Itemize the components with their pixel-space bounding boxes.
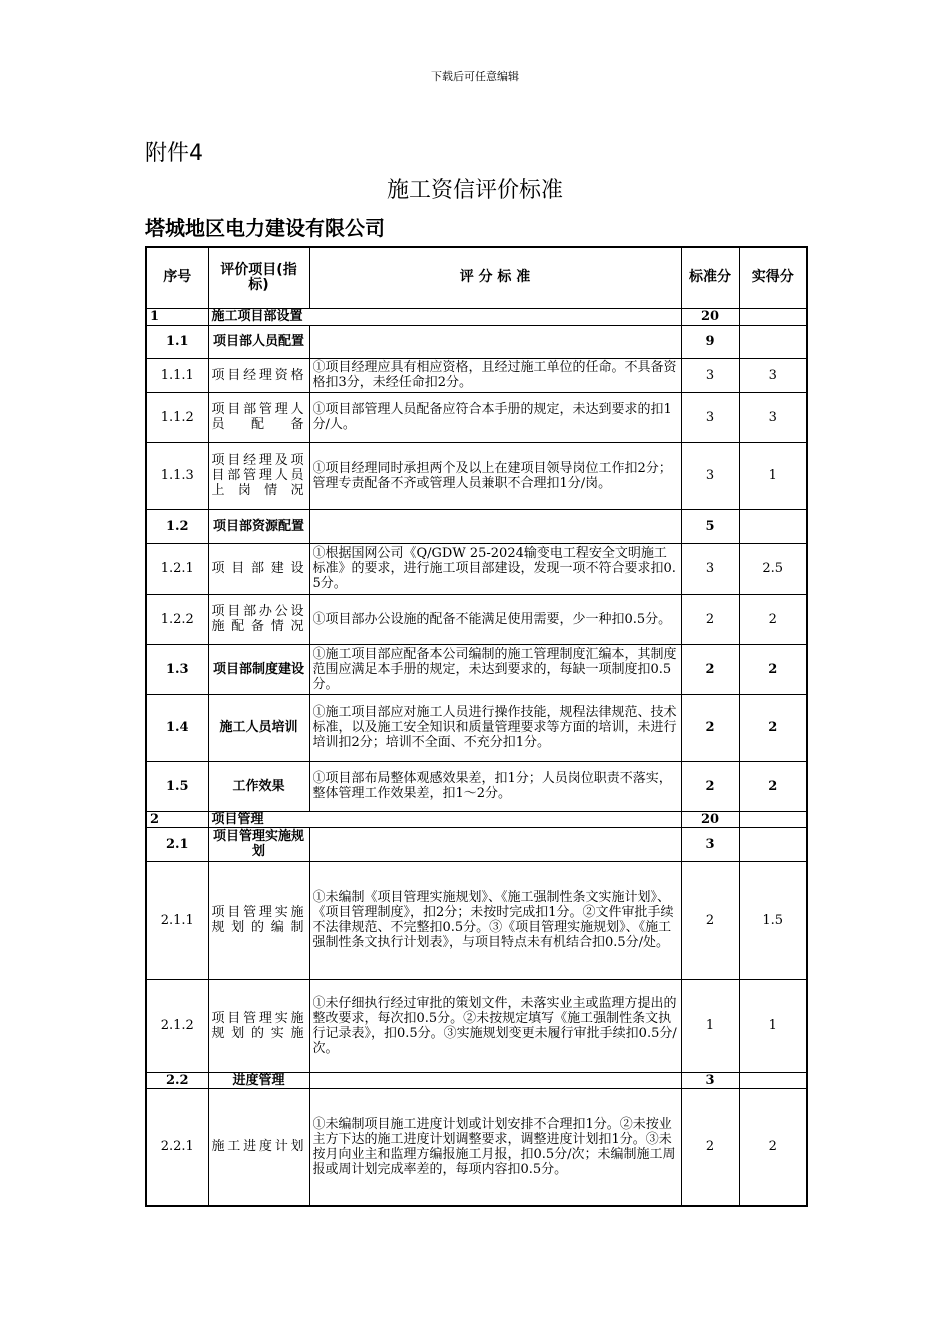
table-row (146, 392, 807, 442)
row-criteria (309, 1072, 681, 1088)
row-std-score: 2 (681, 594, 739, 644)
table-row (146, 543, 807, 594)
row-got-score: 2.5 (739, 543, 807, 594)
table-row (146, 811, 807, 827)
table-row (146, 509, 807, 543)
col-header-standard: 评 分 标 准 (309, 247, 681, 308)
row-number: 1.3 (146, 644, 208, 694)
row-std-score: 20 (681, 308, 739, 325)
row-criteria: ①项目经理应具有相应资格，且经过施工单位的任命。不具备资格扣3分，未经任命扣2分。 (309, 358, 681, 392)
row-item: 施工进度计划 (208, 1088, 309, 1206)
row-got-score: 2 (739, 761, 807, 811)
row-number: 2.1.2 (146, 979, 208, 1072)
row-got-score (739, 811, 807, 827)
row-item: 项目部人员配置 (208, 325, 309, 358)
row-item: 项目管理实施规划的编制 (208, 861, 309, 979)
row-got-score: 1 (739, 442, 807, 509)
table-row (146, 594, 807, 644)
col-header-no: 序号 (146, 247, 208, 308)
row-std-score: 2 (681, 861, 739, 979)
table-row (146, 358, 807, 392)
row-got-score: 2 (739, 694, 807, 761)
row-std-score: 3 (681, 358, 739, 392)
row-got-score (739, 827, 807, 861)
row-item: 项目经理及项目部管理人员上岗情况 (208, 442, 309, 509)
row-item: 项目部办公设施配备情况 (208, 594, 309, 644)
table-row (146, 979, 807, 1072)
row-item: 项目部建设 (208, 543, 309, 594)
table-row (146, 861, 807, 979)
row-got-score: 2 (739, 1088, 807, 1206)
row-criteria (309, 325, 681, 358)
row-criteria (309, 509, 681, 543)
row-std-score: 20 (681, 811, 739, 827)
row-number: 1.2.2 (146, 594, 208, 644)
row-got-score: 3 (739, 392, 807, 442)
row-number: 1.4 (146, 694, 208, 761)
row-std-score: 2 (681, 694, 739, 761)
row-item: 进度管理 (208, 1072, 309, 1088)
row-item: 项目管理 (208, 811, 681, 827)
table-row (146, 325, 807, 358)
table-row (146, 1072, 807, 1088)
row-std-score: 2 (681, 761, 739, 811)
row-criteria: ①根据国网公司《Q/GDW 25-2024输变电工程安全文明施工标准》的要求，进行施工项目部建设，发现一项不符合要求扣0.5分。 (309, 543, 681, 594)
row-std-score: 5 (681, 509, 739, 543)
row-number: 2.1.1 (146, 861, 208, 979)
row-criteria: ①未编制项目施工进度计划或计划安排不合理扣1分。②未按业主方下达的施工进度计划调整要求，调整进度计划扣1分。③未按月向业主和监理方编报施工月报，扣0.5分/次；未编制施工周报或周计划完成率差的，每项内容扣0.5分。 (309, 1088, 681, 1206)
row-item: 施工人员培训 (208, 694, 309, 761)
row-item: 工作效果 (208, 761, 309, 811)
page-title: 施工资信评价标准 (386, 178, 563, 203)
table-header-row (146, 247, 807, 308)
row-got-score: 2 (739, 644, 807, 694)
row-got-score (739, 1072, 807, 1088)
row-item: 项目经理资格 (208, 358, 309, 392)
row-item: 项目部管理人员配备 (208, 392, 309, 442)
row-number: 1.2 (146, 509, 208, 543)
row-item: 项目部制度建设 (208, 644, 309, 694)
row-std-score: 3 (681, 392, 739, 442)
evaluation-table (145, 246, 808, 1207)
row-number: 1.2.1 (146, 543, 208, 594)
table-row (146, 761, 807, 811)
row-std-score: 3 (681, 827, 739, 861)
table-row (146, 1088, 807, 1206)
row-number: 2 (146, 811, 208, 827)
row-got-score (739, 509, 807, 543)
row-number: 2.2 (146, 1072, 208, 1088)
row-number: 1.1.1 (146, 358, 208, 392)
row-number: 1.1.2 (146, 392, 208, 442)
row-std-score: 3 (681, 1072, 739, 1088)
table-row (146, 694, 807, 761)
table-body (146, 308, 807, 1206)
row-number: 1 (146, 308, 208, 325)
row-std-score: 3 (681, 442, 739, 509)
col-header-item: 评价项目(指标) (208, 247, 309, 308)
row-criteria: ①施工项目部应配备本公司编制的施工管理制度汇编本，其制度范围应满足本手册的规定，未达到要求的，每缺一项制度扣0.5分。 (309, 644, 681, 694)
attachment-label: 附件4 (145, 141, 203, 166)
row-std-score: 1 (681, 979, 739, 1072)
row-item: 施工项目部设置 (208, 308, 681, 325)
row-std-score: 9 (681, 325, 739, 358)
row-item: 项目管理实施规划 (208, 827, 309, 861)
row-criteria: ①项目部管理人员配备应符合本手册的规定，未达到要求的扣1分/人。 (309, 392, 681, 442)
row-number: 1.1 (146, 325, 208, 358)
row-item: 项目管理实施规划的实施 (208, 979, 309, 1072)
row-std-score: 2 (681, 1088, 739, 1206)
row-std-score: 2 (681, 644, 739, 694)
table-row (146, 644, 807, 694)
company-name: 塔城地区电力建设有限公司 (145, 216, 385, 240)
row-criteria: ①项目部布局整体观感效果差，扣1分；人员岗位职责不落实，整体管理工作效果差，扣1～2分。 (309, 761, 681, 811)
col-header-got-score: 实得分 (739, 247, 807, 308)
row-criteria: ①未仔细执行经过审批的策划文件，未落实业主或监理方提出的整改要求，每次扣0.5分。②未按规定填写《施工强制性条文执行记录表》，扣0.5分。③实施规划变更未履行审批手续扣0.5分/次。 (309, 979, 681, 1072)
row-number: 1.1.3 (146, 442, 208, 509)
row-got-score: 2 (739, 594, 807, 644)
row-criteria: ①未编制《项目管理实施规划》、《施工强制性条文实施计划》、《项目管理制度》，扣2分；未按时完成扣1分。②文件审批手续不法律规范、不完整扣0.5分。③《项目管理实施规划》、《施工强制性条文执行计划表》，与项目特点未有机结合扣0.5分/处。 (309, 861, 681, 979)
row-number: 2.2.1 (146, 1088, 208, 1206)
row-std-score: 3 (681, 543, 739, 594)
row-number: 2.1 (146, 827, 208, 861)
table-row (146, 442, 807, 509)
row-criteria: ①施工项目部应对施工人员进行操作技能，规程法律规范、技术标准，以及施工安全知识和质量管理要求等方面的培训，未进行培训扣2分；培训不全面、不充分扣1分。 (309, 694, 681, 761)
row-number: 1.5 (146, 761, 208, 811)
row-got-score: 3 (739, 358, 807, 392)
col-header-std-score: 标准分 (681, 247, 739, 308)
row-item: 项目部资源配置 (208, 509, 309, 543)
row-criteria (309, 827, 681, 861)
row-got-score (739, 325, 807, 358)
header-note: 下载后可任意编辑 (431, 70, 519, 83)
table-row (146, 308, 807, 325)
row-criteria: ①项目部办公设施的配备不能满足使用需要，少一种扣0.5分。 (309, 594, 681, 644)
row-criteria: ①项目经理同时承担两个及以上在建项目领导岗位工作扣2分；管理专责配备不齐或管理人员兼职不合理扣1分/岗。 (309, 442, 681, 509)
table-row (146, 827, 807, 861)
row-got-score (739, 308, 807, 325)
row-got-score: 1.5 (739, 861, 807, 979)
row-got-score: 1 (739, 979, 807, 1072)
